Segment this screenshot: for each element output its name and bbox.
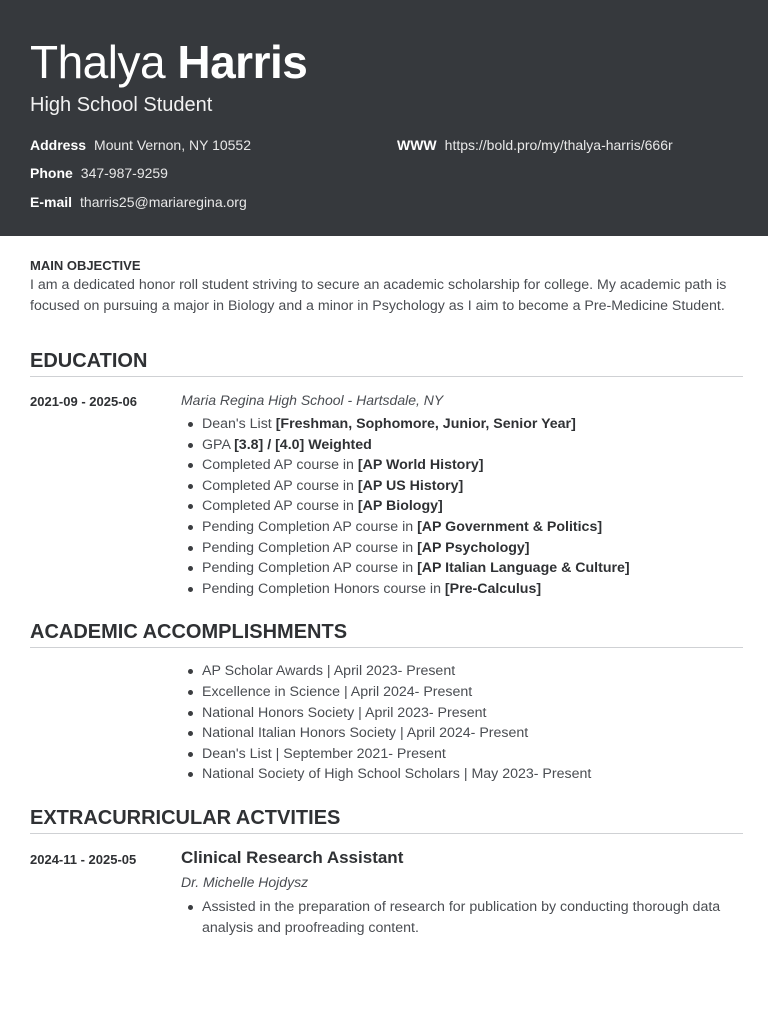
education-institution: Maria Regina High School - Hartsdale, NY <box>181 392 444 408</box>
first-name: Thalya <box>30 36 166 88</box>
list-item <box>202 558 743 579</box>
bullet-text: Pending Completion Honors course in <box>202 580 445 597</box>
list-item: National Honors Society | April 2023- Present <box>202 703 743 724</box>
education-section-title: EDUCATION <box>30 350 743 377</box>
bullet-text: Pending Completion AP course in <box>202 560 418 577</box>
accomplishments-section-title: ACADEMIC ACCOMPLISHMENTS <box>30 621 743 648</box>
list-item: Assisted in the preparation of research for publication by conducting thorough data analysis and proofreading content. <box>202 897 743 938</box>
candidate-name <box>30 36 738 88</box>
bullet-highlight: [Pre-Calculus] <box>444 580 542 597</box>
education-bullets <box>181 414 743 599</box>
website-link[interactable]: https://bold.pro/my/thalya-harris/666r <box>444 137 673 153</box>
job-role: Clinical Research Assistant <box>181 847 404 867</box>
last-name: Harris <box>177 36 308 88</box>
phone-row <box>30 165 168 181</box>
accomplishments-list <box>181 661 743 785</box>
bullet-text: Completed AP course in <box>202 457 358 474</box>
bullet-highlight: [AP US History] <box>357 477 464 494</box>
bullet-text: Completed AP course in <box>202 477 358 494</box>
objective-text: I am a dedicated honor roll student striving to secure an academic scholarship for college. My academic path is focused on pursuing a major in Biology and a minor in Psychology as I aim to become a Pre-Medicine Student. <box>30 277 727 314</box>
list-item: National Society of High School Scholars | May 2023- Present <box>202 764 743 785</box>
bullet-text: Pending Completion AP course in <box>202 518 418 535</box>
headline: High School Student <box>30 94 213 116</box>
bullet-highlight: [AP Psychology] <box>417 539 530 556</box>
list-item: National Italian Honors Society | April 2024- Present <box>202 723 743 744</box>
accomplishments-entry <box>30 661 743 785</box>
resume-body <box>0 258 768 938</box>
education-date: 2021-09 - 2025-06 <box>30 394 137 409</box>
extracurricular-section-title: EXTRACURRICULAR ACTVITIES <box>30 807 743 834</box>
list-item: AP Scholar Awards | April 2023- Present <box>202 661 743 682</box>
list-item <box>202 435 743 456</box>
list-item: Dean's List | September 2021- Present <box>202 744 743 765</box>
list-item <box>202 517 743 538</box>
email-value[interactable]: tharris25@mariaregina.org <box>80 194 247 210</box>
bullet-highlight: [Freshman, Sophomore, Junior, Senior Year] <box>275 416 576 432</box>
bullet-highlight: [AP Italian Language & Culture] <box>417 560 630 577</box>
bullet-highlight: [AP Government & Politics] <box>417 518 603 535</box>
bullet-text: Dean's List <box>202 416 276 432</box>
list-item <box>202 579 743 600</box>
website-row <box>397 137 673 153</box>
extracurricular-date: 2024-11 - 2025-05 <box>30 851 137 867</box>
employer: Dr. Michelle Hojdysz <box>181 873 309 890</box>
bullet-text: Completed AP course in <box>202 498 358 515</box>
email-row <box>30 194 247 210</box>
bullet-highlight: [AP Biology] <box>357 498 443 515</box>
bullet-text: GPA <box>202 436 235 453</box>
list-item: Excellence in Science | April 2024- Present <box>202 682 743 703</box>
website-label: WWW <box>397 137 437 153</box>
bullet-highlight: [AP World History] <box>357 457 484 474</box>
objective-title: MAIN OBJECTIVE <box>30 258 141 273</box>
bullet-text: Pending Completion AP course in <box>202 539 418 556</box>
list-item <box>202 476 743 497</box>
education-entry <box>30 392 743 599</box>
bullet-highlight: [3.8] / [4.0] Weighted <box>234 436 372 453</box>
extracurricular-entry <box>30 848 743 938</box>
list-item <box>202 414 743 435</box>
extracurricular-bullets <box>181 897 743 938</box>
list-item <box>202 455 743 476</box>
list-item <box>202 538 743 559</box>
list-item <box>202 496 743 517</box>
address-row <box>30 137 251 153</box>
phone-value: 347-987-9259 <box>80 165 168 181</box>
address-value: Mount Vernon, NY 10552 <box>94 137 251 153</box>
email-label: E-mail <box>30 194 73 210</box>
phone-label: Phone <box>30 165 73 181</box>
address-label: Address <box>30 137 87 153</box>
resume-header <box>0 0 768 236</box>
